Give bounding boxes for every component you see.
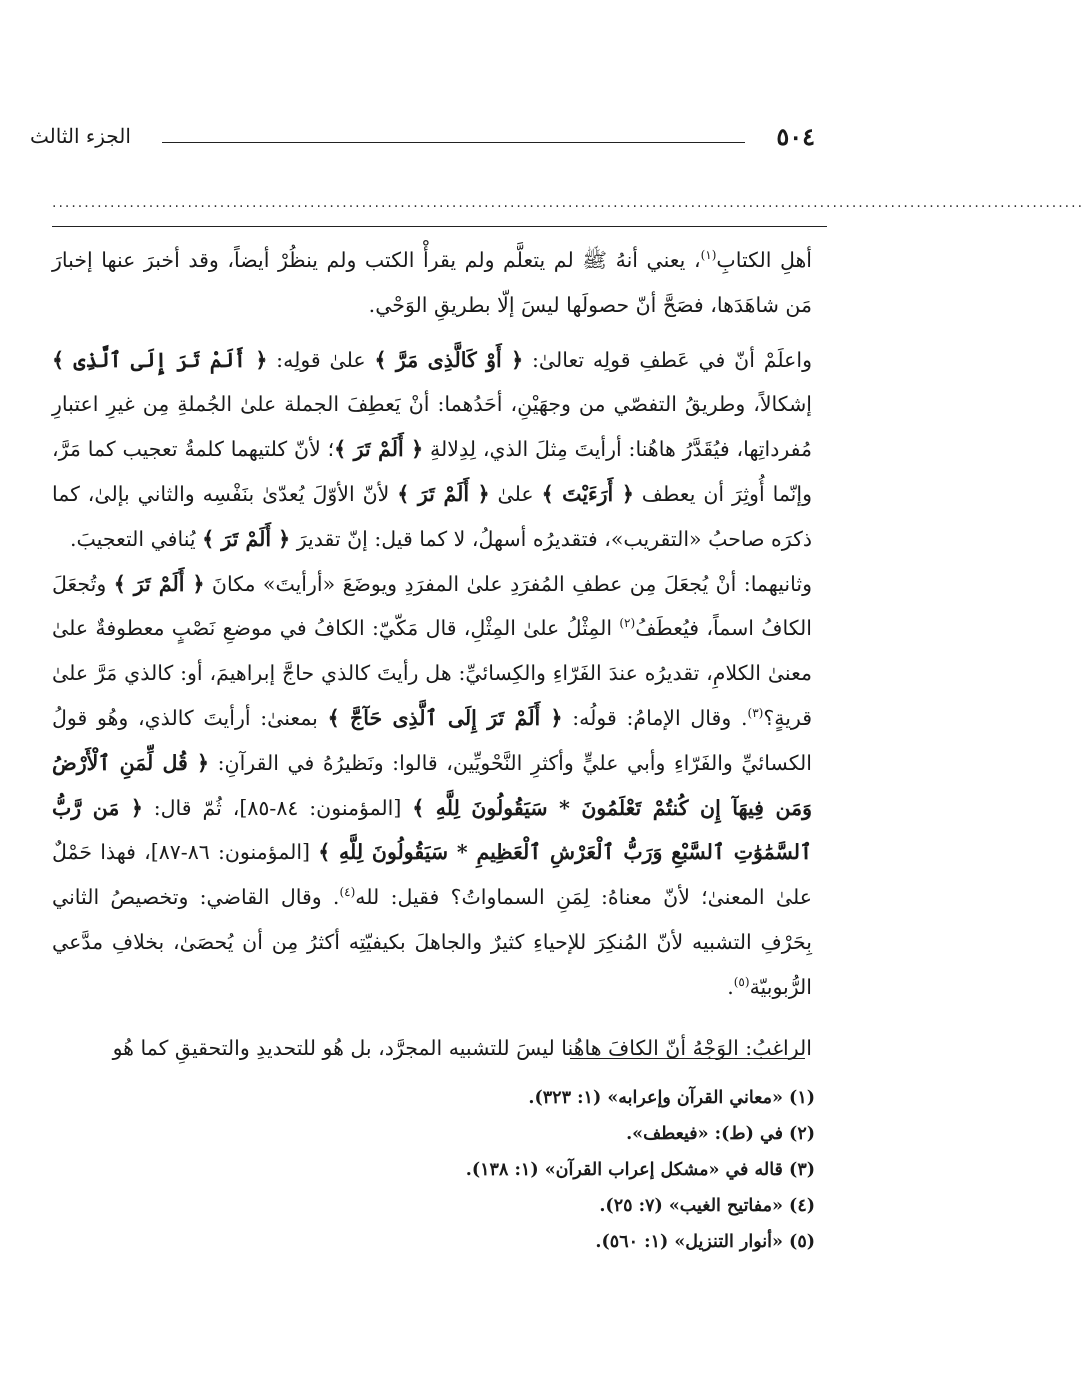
- text-run: .: [727, 974, 734, 999]
- text-run: وتُجعَلَ الكافُ اسماً، فيُعطَفُ: [52, 571, 813, 641]
- paragraph-3: [52, 562, 812, 1010]
- footnote-5: (٥) «أنوار التنزيل» (١: ٥٦٠).: [595, 1232, 815, 1252]
- quran-quote: ﴿ قُل لِّمَنِ ٱلْأَرْضُ وَمَن فِيهَآ إِن كُنتُمْ تَعْلَمُونَ * سَيَقُولُونَ لِلَّهِ ﴾: [52, 750, 812, 820]
- footnotes: [75, 1080, 815, 1260]
- text-run: ، يعني أنهُ ﷺ لم يتعلَّم ولم يقرأْ الكتب ولم ينظُرْ أيضاً، وقد أخبرَ عنها إخبارَ مَن شاهَدَها، فصَحَّ أنّ حصولَها ليسَ إلّا بطريقِ الوَحْي.: [52, 248, 812, 317]
- quran-quote: ﴿ أَلَمْ تَرَ ﴾: [202, 526, 291, 551]
- quran-quote: ﴿ أَلَمْ تَرَ إِلَى ٱلَّذِى حَآجَّ ﴾: [327, 705, 563, 730]
- page-number: ٥٠٤: [776, 122, 815, 151]
- quran-quote: ﴿ أَلَمْ تَرَ ﴾: [397, 481, 490, 506]
- text-run: [المؤمنون: ٨٤-٨٥]، ثُمّ قال:: [142, 795, 413, 820]
- text-run: علىٰ قولِه:: [267, 347, 375, 372]
- paragraph-2: [52, 338, 812, 562]
- footnote-separator: [570, 1058, 805, 1059]
- footnote-ref: (٢): [619, 616, 636, 631]
- main-text: [52, 238, 812, 1070]
- paragraph-4: [52, 1026, 812, 1071]
- quran-quote: ﴿ أَوْ كَالَّذِى مَرَّ ﴾: [374, 347, 524, 372]
- text-run: واعلَمْ أنّ في عَطفِ قولِه تعالىٰ:: [523, 347, 812, 372]
- footnote-ref: (٣): [747, 706, 764, 721]
- text-run: أهلِ الكتابِ: [716, 248, 812, 272]
- text-run: ؛ لأنّ كلتيهما كلمةُ تعجيب كما مَرَّ، وإنّما أُوثِرَ أن يعطف: [52, 437, 812, 506]
- running-title: الجزء الثالث: [30, 124, 131, 148]
- quran-quote: ﴿ أَرَءَيْتَ ﴾: [541, 481, 634, 506]
- header-rule: [162, 142, 745, 143]
- text-run: إشكالاً، وطريقُ التفصّي من وجهَيْنِ، أحَدُهما: أنْ يَعطِفَ الجملة علىٰ الجُملةِ مِن غيرِ اعتبارِ مُفرداتِها، فيُقَدَّرُ هاهُنا: أرأيتَ مِثلَ الذي، لِدِلالةِ: [52, 392, 812, 462]
- footnote-ref: (٥): [733, 974, 750, 989]
- text-run: [المؤمنون: ٨٦-٨٧]، فهذا حَمْلٌ علىٰ المعنىٰ؛ لأنّ معناهُ: لِمَنِ السماواتُ؟ فقيل: لله: [52, 840, 812, 910]
- paragraph-1: [52, 238, 812, 328]
- quran-quote: ﴿ أَلَمْ تَرَ ﴾: [334, 437, 424, 462]
- text-run: الراغبُ: الوَجْهُ أنّ الكافَ هاهُنا ليسَ للتشبيه المجرَّد، بل هُو للتحديدِ والتحقيقِ كما هُو: [112, 1035, 812, 1060]
- quran-quote: ﴿ أَلَمْ تَرَ ﴾: [113, 571, 205, 596]
- text-run: علىٰ: [489, 481, 542, 506]
- text-run: . وقال القاضي: وتخصيصُ الثاني بِحَرْفِ التشبيه لأنّ المُنكِرَ للإحياءِ كثيرٌ والجاهلَ بكيفيّتِه أكثرُ مِن أن يُحصَىٰ، بخلافِ مدَّعي الرُّبوبيّة: [52, 885, 812, 999]
- text-top-rule: [52, 226, 827, 227]
- text-run: بمعنىٰ: أرأيتَ كالذي، وهُو قولُ الكسائيِّ والفَرّاءِ وأبي عليٍّ وأكثرِ النَّحْويِّين، قالوا: ونَظيرُهُ في القرآنِ:: [52, 705, 812, 775]
- text-run: يُنافي التعجيبَ.: [70, 526, 203, 551]
- page-header: [30, 122, 815, 158]
- footnote-3: (٣) قاله في «مشكل إعراب القرآن» (١: ١٣٨).: [465, 1160, 815, 1180]
- text-run: وثانيهما: أنْ يُجعَلَ مِن عطفِ المُفرَدِ علىٰ المفرَدِ ويوضَعَ «أرأيتَ» مكانَ: [204, 571, 812, 596]
- text-run: المِثْلُ علىٰ المِثْلِ، قال مَكّيّ: الكافُ في موضعِ نَصْبٍ معطوفةٌ علىٰ معنىٰ الكلامِ، تقديرُه عندَ الفَرّاءِ والكِسائيِّ: هل رأيتَ كالذي حاجَّ إبراهيمَ، أو: كالذي مَرَّ علىٰ قريةٍ؟: [52, 616, 813, 730]
- quran-quote: ﴿ أَلَمْ تَرَ إِلَى ٱلَّذِى ﴾: [52, 347, 268, 372]
- footnote-2: (٢) في (ط): «فيعطف».: [626, 1124, 815, 1144]
- footnote-ref: (٤): [339, 885, 356, 900]
- footnote-ref: (١): [700, 248, 717, 263]
- quran-quote: ﴿ مَن رَّبُّ ٱلسَّمَٰوَٰتِ ٱلسَّبْعِ وَرَبُّ ٱلْعَرْشِ ٱلْعَظِيمِ * سَيَقُولُونَ لِلَّهِ ﴾: [52, 795, 812, 865]
- footnote-1: (١) «معاني القرآن وإعرابه» (١: ٣٢٣).: [528, 1088, 815, 1108]
- footnote-4: (٤) «مفاتيح الغيب» (٧: ٢٥).: [599, 1196, 815, 1216]
- text-run: . وقال الإمامُ: قولُه:: [562, 705, 748, 730]
- text-run: لأنّ الأوّلَ يُعدّىٰ بنَفْسِه والثاني بإلىٰ، كما ذكرَه صاحبُ «التقريب»، فتقديرُه أسهلُ، لا كما قيل: إنّ تقديرَ: [52, 481, 812, 551]
- dotted-separator: ................................................................................................................................................................: [52, 195, 1084, 211]
